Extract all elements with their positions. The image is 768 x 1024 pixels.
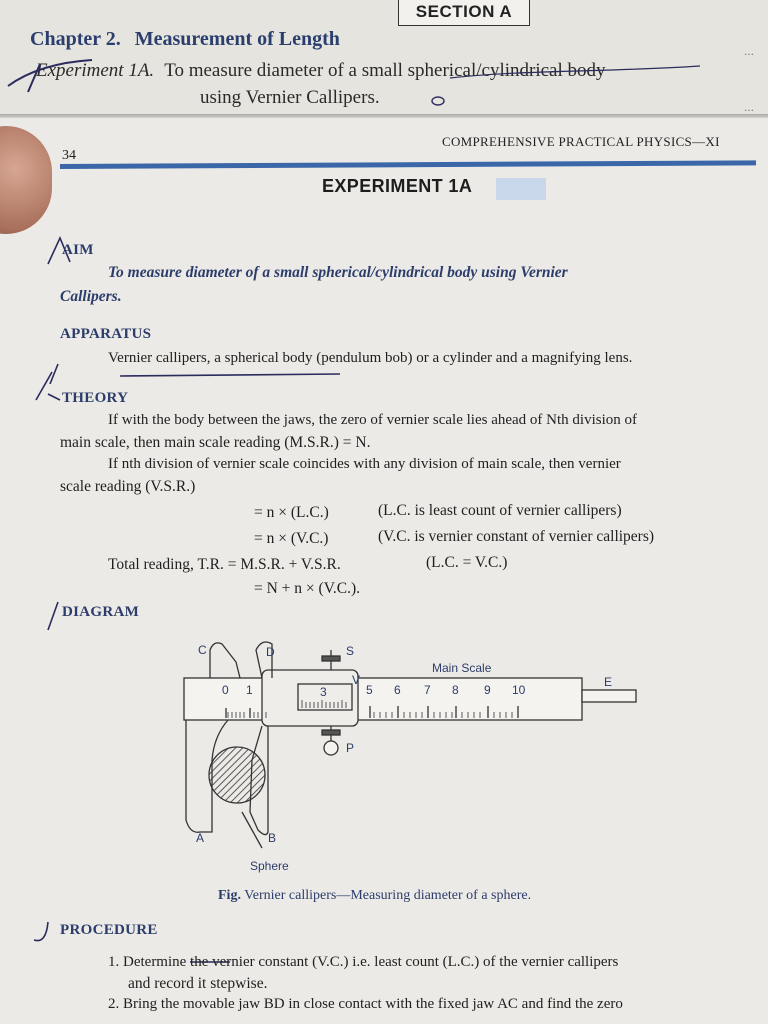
label-E: E [604, 675, 613, 689]
experiment-label: Experiment 1A. [36, 60, 155, 81]
main-tick-1: 1 [246, 683, 253, 697]
figure-caption-text: Vernier callipers—Measuring diameter of a sphere. [244, 888, 532, 903]
chapter-label: Chapter 2. [30, 28, 121, 50]
dots-marker-1: ... [743, 44, 754, 58]
label-S: S [346, 644, 355, 658]
experiment-title-line2: using Vernier Callipers. [200, 87, 380, 108]
equation-3: Total reading, T.R. = M.S.R. + V.S.R. [108, 556, 341, 573]
pen-annotations [34, 238, 340, 962]
label-D: D [266, 645, 275, 659]
running-head: COMPREHENSIVE PRACTICAL PHYSICS—XI [442, 134, 720, 149]
equation-1: = n × (L.C.) [254, 504, 329, 521]
vernier-slider [262, 670, 361, 726]
equation-4: = N + n × (V.C.). [254, 580, 361, 597]
label-sphere: Sphere [250, 859, 289, 873]
figure-caption [218, 888, 531, 904]
equation-1-note: (L.C. is least count of vernier callipers) [378, 502, 622, 519]
theory-p2-line2: scale reading (V.S.R.) [60, 478, 196, 495]
procedure-step1-line1: 1. Determine the vernier constant (V.C.) i.e. least count (L.C.) of the vernier callipers [108, 954, 619, 970]
experiment-title: EXPERIMENT 1A [322, 176, 473, 196]
sphere [209, 747, 265, 803]
aim-text-line1: To measure diameter of a small spherical/cylindrical body using Vernier [108, 264, 568, 281]
fixed-jaw-C [210, 643, 240, 678]
theory-heading: THEORY [62, 390, 129, 406]
label-A: A [196, 831, 205, 845]
equation-2: = n × (V.C.) [254, 530, 329, 547]
depth-rod [582, 690, 636, 702]
scale-number-7: 7 [424, 683, 431, 697]
figure-caption-label: Fig. [218, 888, 241, 903]
theory-p1-line1: If with the body between the jaws, the zero of vernier scale lies ahead of Nth division of [108, 412, 637, 428]
main-tick-0: 0 [222, 683, 229, 697]
apparatus-text: Vernier callipers, a spherical body (pendulum bob) or a cylinder and a magnifying lens. [108, 350, 633, 366]
procedure-heading: PROCEDURE [60, 922, 158, 938]
experiment-title-line1: To measure diameter of a small spherical/cylindrical body [164, 60, 606, 81]
label-V: V [352, 673, 361, 687]
equation-3-note: (L.C. = V.C.) [426, 554, 508, 571]
chapter-title: Measurement of Length [134, 28, 340, 50]
equation-2-note: (V.C. is vernier constant of vernier callipers) [378, 528, 655, 545]
theory-p2-line1: If nth division of vernier scale coincides with any division of main scale, then vernier [108, 456, 621, 472]
dots-marker-2: ... [743, 100, 754, 114]
vernier-tick-3: 3 [320, 685, 327, 699]
label-P: P [346, 741, 355, 755]
procedure-step1-line2: and record it stepwise. [128, 975, 268, 992]
scale-number-6: 6 [394, 683, 401, 697]
label-B: B [268, 831, 277, 845]
scale-number-5: 5 [366, 683, 373, 697]
aim-heading: AIM [62, 242, 94, 258]
page-number: 34 [62, 148, 76, 163]
diagram-heading: DIAGRAM [62, 604, 140, 620]
apparatus-heading: APPARATUS [60, 326, 152, 342]
label-main-scale: Main Scale [432, 661, 492, 675]
scale-number-9: 9 [484, 683, 491, 697]
label-C: C [198, 643, 207, 657]
section-tab: SECTION A [398, 0, 530, 26]
theory-p1-line2: main scale, then main scale reading (M.S.R.) = N. [60, 434, 371, 451]
procedure-step2-line1: 2. Bring the movable jaw BD in close contact with the fixed jaw AC and find the zero [108, 996, 623, 1012]
aim-text-line2: Callipers. [60, 288, 122, 305]
scale-number-10: 10 [512, 683, 526, 697]
scale-number-8: 8 [452, 683, 459, 697]
knob-P [324, 741, 338, 755]
